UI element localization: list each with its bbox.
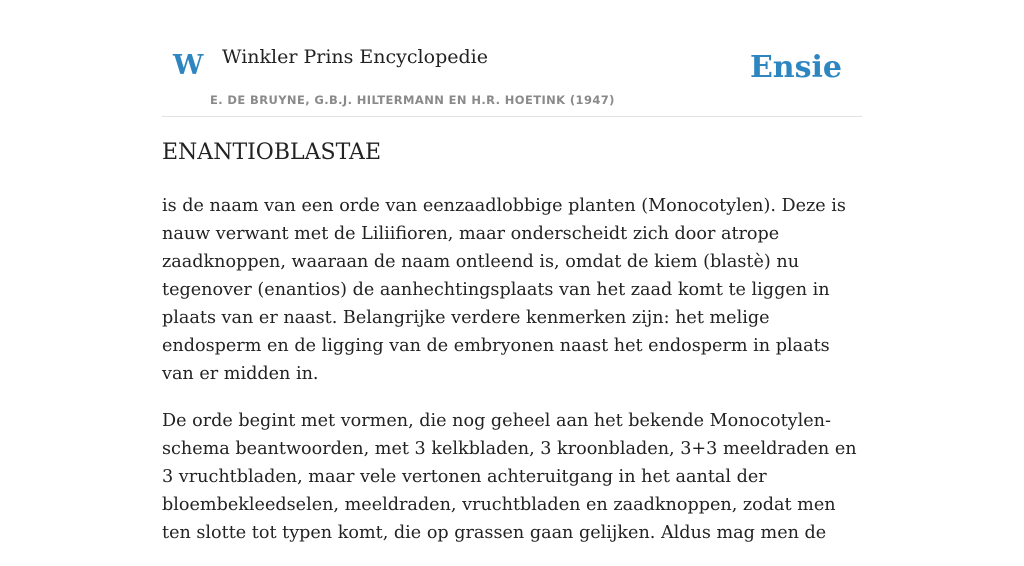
source-logo-icon: W bbox=[173, 50, 204, 81]
entry-paragraph: De orde begint met vormen, die nog geheel aan het bekende Monocotylen-schema beantwoorden, met 3 kelkbladen, 3 kroonbladen, 3+3 meeldraden en 3 vruchtbladen, maar vele vertonen achteruitgang in het aantal der bloembekleedselen, meeldraden, vruchtbladen en zaadknoppen, zodat men ten slotte tot typen komt, die op grassen gaan gelijken. Aldus mag men de bbox=[162, 411, 857, 543]
source-title[interactable]: Winkler Prins Encyclopedie bbox=[222, 46, 488, 68]
entry-content bbox=[162, 192, 862, 566]
site-header bbox=[162, 0, 862, 117]
brand-logo[interactable]: Ensie bbox=[749, 50, 842, 85]
entry-title: ENANTIOBLASTAE bbox=[162, 140, 382, 165]
entry-paragraph: is de naam van een orde van eenzaadlobbige planten (Monocotylen). Deze is nauw verwant met de Liliifioren, maar onderscheidt zich door atrope zaadknoppen, waaraan de naam ontleend is, omdat de kiem (blastè) nu tegenover (enantios) de aanhechtingsplaats van het zaad komt te liggen in plaats van er naast. Belangrijke verdere kenmerken zijn: het melige endosperm en de ligging van de embryonen naast het endosperm in plaats van er midden in. bbox=[162, 196, 846, 384]
source-authors: E. DE BRUYNE, G.B.J. HILTERMANN EN H.R. HOETINK (1947) bbox=[210, 93, 615, 107]
